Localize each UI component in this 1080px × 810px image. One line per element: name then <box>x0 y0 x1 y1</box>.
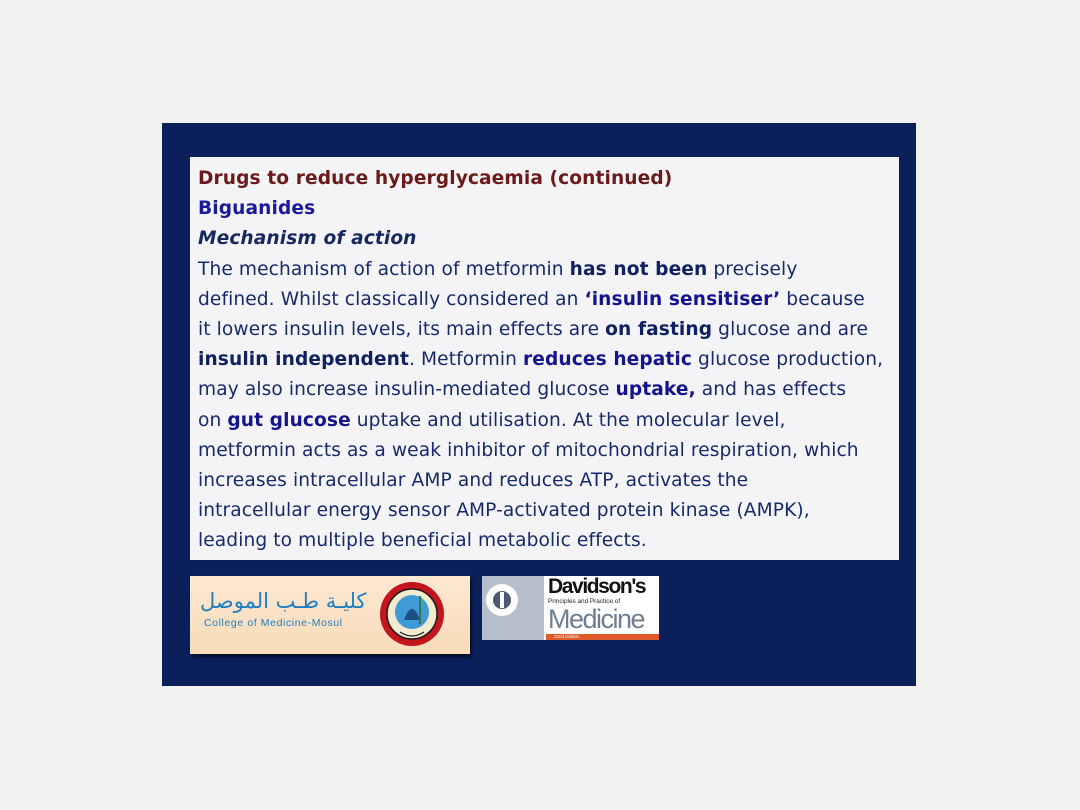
davidsons-medicine-logo <box>482 576 659 640</box>
davidson-logo-panel <box>482 576 544 640</box>
section-subtitle: Biguanides <box>198 198 316 220</box>
body-text: it lowers insulin levels, its main effects are <box>198 319 606 341</box>
body-text: because <box>780 288 865 310</box>
slide-title: Drugs to reduce hyperglycaemia (continued) <box>198 168 673 189</box>
body-emphasis: gut glucose <box>227 409 351 431</box>
content-box <box>190 157 899 560</box>
body-text: on <box>198 409 228 431</box>
body-emphasis: ‘insulin sensitiser’ <box>584 288 781 310</box>
slide <box>162 123 916 686</box>
body-emphasis: uptake, <box>615 379 696 401</box>
body-line-6 <box>198 406 891 436</box>
body-line-10: leading to multiple beneficial metabolic effects. <box>198 530 647 552</box>
body-text: may also increase insulin-mediated glucose <box>198 379 616 401</box>
body-line-8: increases intracellular AMP and reduces ATP, activates the <box>198 470 749 492</box>
body-text: uptake and utilisation. At the molecular level, <box>350 409 786 431</box>
mosul-english-name: College of Medicine-Mosul <box>204 617 343 629</box>
davidson-edition: 22nd Edition <box>546 634 659 640</box>
body-text: The mechanism of action of metformin <box>198 258 570 280</box>
body-emphasis: on fasting <box>605 319 713 341</box>
davidson-emblem-icon <box>484 582 520 618</box>
college-seal-icon <box>378 580 446 648</box>
davidson-subtitle: Principles and Practice of <box>548 598 621 605</box>
body-text: defined. Whilst classically considered an <box>198 288 585 310</box>
body-emphasis: insulin independent <box>198 349 410 371</box>
body-text: . Metformin <box>409 349 524 371</box>
davidson-medicine: Medicine <box>548 604 645 634</box>
body-line-7: metformin acts as a weak inhibitor of mitochondrial respiration, which <box>198 439 859 461</box>
section-heading: Mechanism of action <box>198 228 417 250</box>
body-emphasis: has not been <box>569 258 708 280</box>
body-line-1 <box>198 255 891 285</box>
mosul-arabic-name: كليـة طـب الموصل <box>200 589 367 613</box>
body-line-9: intracellular energy sensor AMP-activated protein kinase (AMPK), <box>198 500 810 522</box>
body-line-4 <box>198 345 891 375</box>
body-text: glucose production, <box>692 349 884 371</box>
davidson-title: Davidson's <box>548 575 646 598</box>
college-of-medicine-mosul-logo <box>190 576 470 654</box>
body-text: and has effects <box>695 379 847 401</box>
body-emphasis: reduces hepatic <box>523 349 693 371</box>
body-line-2 <box>198 285 891 315</box>
body-line-3 <box>198 315 891 345</box>
body-text: precisely <box>707 258 798 280</box>
body-text: glucose and are <box>712 319 869 341</box>
body-line-5 <box>198 375 891 405</box>
